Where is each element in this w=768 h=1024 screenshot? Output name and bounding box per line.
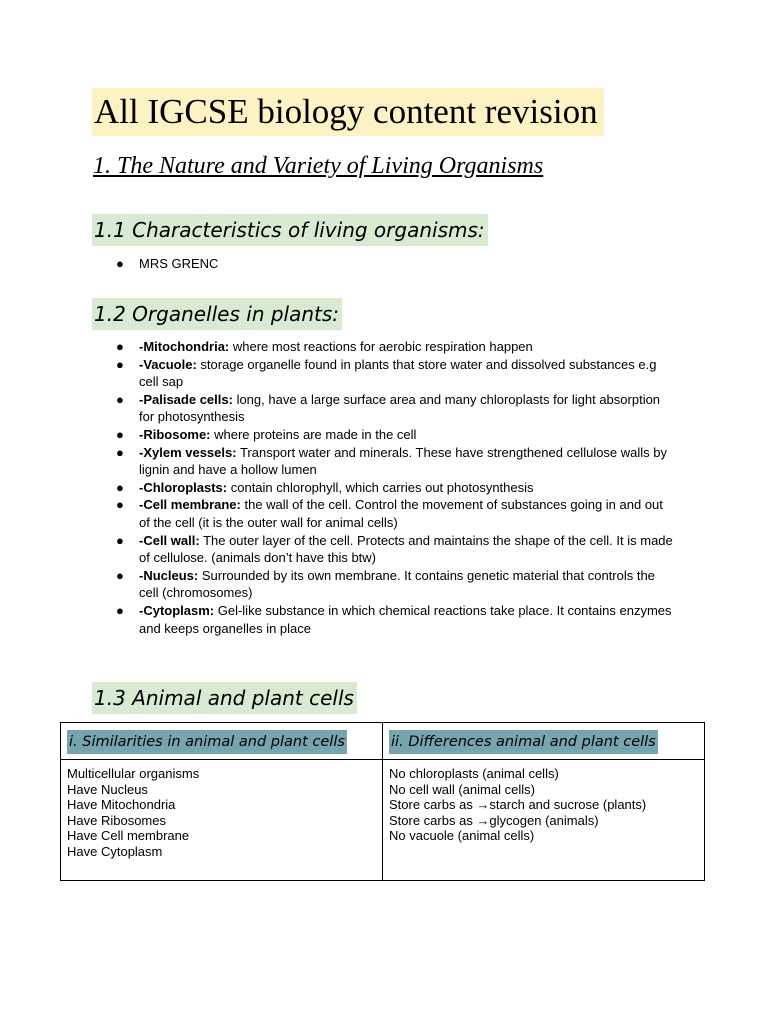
table-line: No cell wall (animal cells): [389, 781, 535, 797]
bullet-icon: ●: [116, 567, 124, 583]
similarities-header-cell: [61, 723, 383, 760]
differences-lines: [389, 766, 704, 844]
list-item: [116, 356, 676, 391]
bullet-icon: ●: [116, 339, 124, 354]
list-item: [116, 532, 676, 567]
list-item: [116, 255, 676, 273]
table-line: No chloroplasts (animal cells): [389, 766, 559, 781]
characteristics-list: [116, 255, 676, 273]
list-item: [116, 426, 676, 444]
table-line: Multicellular organisms: [67, 766, 200, 781]
table-line: Store carbs as →starch and sucrose (plants): [389, 797, 647, 812]
subheading-characteristics: 1.1 Characteristics of living organisms:: [92, 214, 488, 246]
item-term: -Mitochondria:: [139, 339, 230, 354]
list-item: [116, 391, 676, 426]
list-item: [116, 567, 676, 602]
similarities-cell: [61, 760, 383, 881]
item-term: -Palisade cells:: [139, 391, 233, 407]
list-item: [116, 496, 676, 531]
subheading-animal-plant-cells: 1.3 Animal and plant cells: [92, 682, 357, 714]
item-text: contain chlorophyll, which carries out photosynthesis: [227, 479, 534, 495]
item-term: -Vacuole:: [139, 356, 197, 372]
table-line: Have Nucleus: [67, 781, 148, 797]
similarities-lines: [67, 766, 382, 859]
item-term: -Xylem vessels:: [139, 444, 237, 460]
table-line: Store carbs as →glycogen (animals): [389, 812, 599, 828]
differences-header: ii. Differences animal and plant cells: [389, 730, 658, 754]
table-line: No vacuole (animal cells): [389, 828, 535, 843]
list-item: [116, 479, 676, 497]
table-line: Have Cytoplasm: [67, 843, 163, 859]
bullet-icon: ●: [116, 391, 124, 407]
item-text: the wall of the cell. Control the movement of substances going in and out of the cell (it is the outer wall for animal cells): [139, 497, 663, 530]
bullet-icon: ●: [116, 426, 124, 442]
table-line: Have Ribosomes: [67, 812, 166, 828]
item-term: -Cell wall:: [139, 532, 200, 548]
comparison-table: [60, 722, 705, 881]
bullet-icon: ●: [116, 256, 124, 271]
bullet-icon: ●: [116, 444, 124, 460]
item-text: storage organelle found in plants that store water and dissolved substances e.g cell sap: [139, 356, 657, 390]
item-text: Transport water and minerals. These have strengthened cellulose walls by lignin and have a hollow lumen: [139, 444, 668, 478]
item-text: Surrounded by its own membrane. It contains genetic material that controls the cell (chromosomes): [139, 567, 655, 601]
page-title: All IGCSE biology content revision: [92, 88, 604, 136]
section-title: 1. The Nature and Variety of Living Organisms: [93, 153, 544, 179]
item-term: -Ribosome:: [139, 426, 211, 442]
item-term: -Cell membrane:: [139, 497, 241, 513]
differences-header-cell: [383, 723, 705, 760]
list-item: [116, 602, 676, 637]
similarities-header: i. Similarities in animal and plant cells: [67, 730, 347, 754]
table-body-row: [61, 760, 705, 881]
bullet-icon: ●: [116, 356, 124, 372]
organelles-list: [116, 338, 676, 637]
table-header-row: [61, 723, 705, 760]
differences-cell: [383, 760, 705, 881]
item-text: where proteins are made in the cell: [210, 426, 417, 442]
list-item: [116, 444, 676, 479]
list-item: [116, 338, 676, 356]
bullet-icon: ●: [116, 602, 124, 618]
item-text: MRS GRENC: [139, 256, 219, 271]
item-term: -Chloroplasts:: [139, 479, 228, 495]
item-text: The outer layer of the cell. Protects and maintains the shape of the cell. It is made of cellulose. (animals don’t have this btw): [139, 532, 673, 566]
item-text: where most reactions for aerobic respiration happen: [229, 339, 533, 354]
subheading-organelles: 1.2 Organelles in plants:: [92, 298, 342, 330]
item-term: -Cytoplasm:: [139, 602, 215, 618]
item-text: Gel-like substance in which chemical reactions take place. It contains enzymes and keeps organelles in place: [139, 602, 672, 636]
bullet-icon: ●: [116, 532, 124, 548]
bullet-icon: ●: [116, 479, 124, 495]
item-term: -Nucleus:: [139, 567, 199, 583]
bullet-icon: ●: [116, 497, 124, 513]
item-text: long, have a large surface area and many chloroplasts for light absorption for photosynthesis: [139, 391, 661, 425]
table-line: Have Mitochondria: [67, 797, 176, 812]
table-line: Have Cell membrane: [67, 828, 190, 843]
